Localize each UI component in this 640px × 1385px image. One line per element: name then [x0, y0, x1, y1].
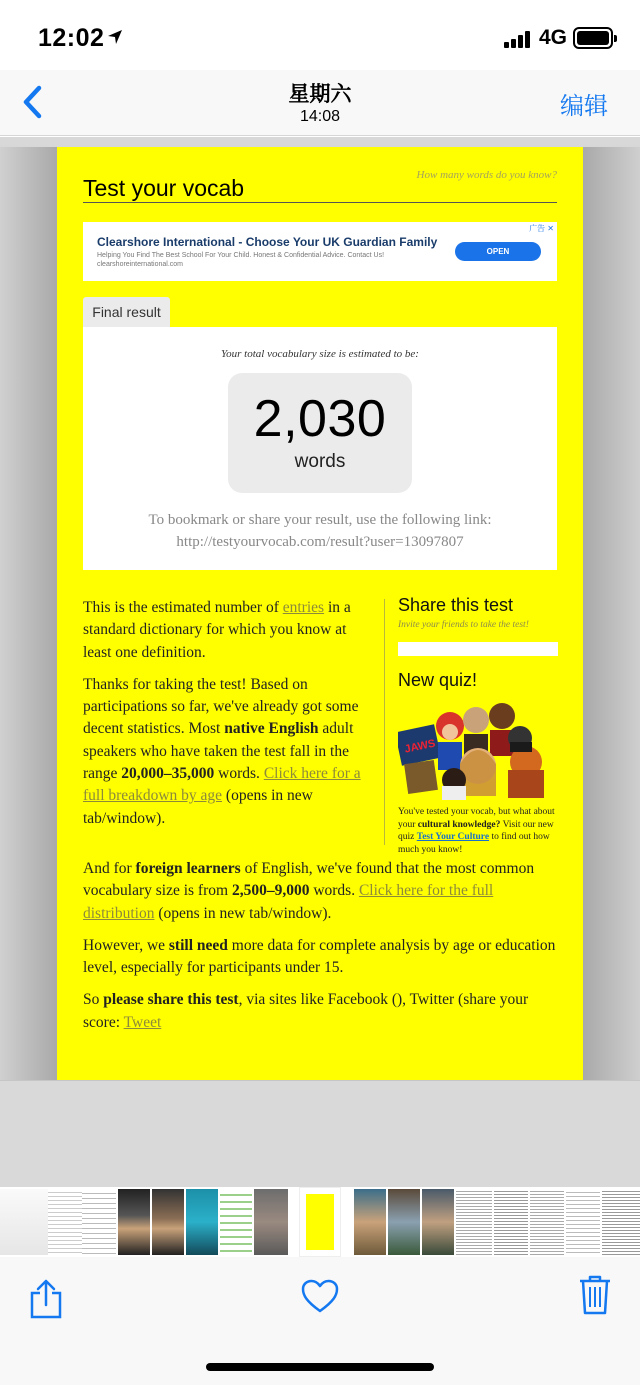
share-subtext: Invite your friends to take the test! — [398, 620, 529, 630]
share-heading: Share this test — [398, 595, 514, 615]
paragraph-share: So please share this test, via sites like Facebook (), Twitter (share your score: Tweet — [83, 991, 529, 1031]
thumbnail[interactable] — [354, 1189, 386, 1255]
thumbnail[interactable] — [566, 1189, 600, 1255]
thumbnail[interactable] — [530, 1189, 564, 1255]
photo-viewer[interactable] — [0, 137, 640, 1187]
bookmark-url[interactable]: http://testyourvocab.com/result?user=13097807 — [176, 534, 464, 550]
screenshot-left-edge — [0, 147, 57, 1080]
age-breakdown-link[interactable]: Click here for a full breakdown by age — [83, 765, 361, 805]
thumbnail[interactable] — [254, 1189, 288, 1255]
page-tagline: How many words do you know? — [416, 169, 557, 181]
trash-icon[interactable] — [577, 1273, 613, 1317]
thumbnail-strip[interactable] — [0, 1187, 640, 1257]
sidebar — [398, 595, 558, 856]
thumbnail[interactable] — [602, 1189, 640, 1255]
status-bar — [0, 0, 640, 70]
paragraph-entries: This is the estimated number of entries in a standard dictionary for which you know at least one definition. — [83, 599, 351, 661]
column-divider — [384, 599, 385, 845]
share-icon[interactable] — [28, 1277, 64, 1321]
thumbnail[interactable] — [48, 1189, 82, 1255]
thumbnail[interactable] — [118, 1189, 150, 1255]
location-arrow-icon — [106, 28, 124, 46]
distribution-link[interactable]: Click here for the full distribution — [83, 882, 494, 922]
thumbnail[interactable] — [82, 1189, 116, 1255]
quiz-collage-icon — [398, 700, 548, 800]
battery-icon — [573, 27, 613, 49]
ad-domain: clearshoreinternational.com — [97, 261, 183, 268]
thumbnail[interactable] — [422, 1189, 454, 1255]
nav-bar — [0, 70, 640, 136]
status-time: 12:02 — [38, 24, 105, 52]
info-full-width — [83, 858, 559, 1044]
estimate-text: Your total vocabulary size is estimated to be: — [221, 348, 419, 360]
score-unit: words — [294, 451, 346, 472]
nav-title: 星期六 — [288, 83, 352, 106]
screenshot-right-edge — [583, 147, 640, 1080]
bottom-toolbar — [0, 1257, 640, 1385]
page-title: Test your vocab — [83, 175, 245, 201]
tab-final-result[interactable]: Final result — [83, 297, 170, 327]
title-divider — [83, 202, 557, 203]
paragraph-foreign: And for foreign learners of English, we've found that the most common vocabulary size is from 2,500–9,000 words. Click here for the full distribution (opens in new tab/window). — [83, 860, 535, 922]
quiz-description: You've tested your vocab, but what about your cultural knowledge? Visit our new quiz Test Your Culture to find out how much you know! — [398, 807, 555, 855]
bookmark-text — [83, 509, 557, 553]
score-value: 2,030 — [253, 390, 387, 448]
ad-description: Helping You Find The Best School For Your Child. Honest & Confidential Advice. Contact Us! — [97, 252, 385, 259]
score-card — [228, 373, 412, 493]
thumbnail[interactable] — [220, 1189, 252, 1255]
result-panel — [83, 327, 557, 570]
thumbnail-current[interactable] — [299, 1187, 341, 1257]
ad-banner[interactable] — [83, 222, 557, 281]
info-column — [83, 597, 373, 840]
paragraph-native: Thanks for taking the test! Based on participations so far, we've already got some decent statistics. Most native English adult speakers who have taken the test fall in the range 20,000–35,000 words. Click here for a full breakdown by age (opens in new tab/window). — [83, 675, 361, 827]
viewer-background — [0, 1081, 640, 1187]
home-indicator[interactable] — [206, 1363, 434, 1371]
test-your-culture-link[interactable]: Test Your Culture — [416, 832, 490, 842]
thumbnail[interactable] — [186, 1189, 218, 1255]
thumbnail[interactable] — [152, 1189, 184, 1255]
ad-open-button[interactable]: OPEN — [455, 242, 541, 261]
jaws-text: JAWS — [403, 737, 437, 756]
paragraph-still-need: However, we still need more data for complete analysis by age or education level, especially for participants under 15. — [83, 936, 556, 977]
ad-badge[interactable]: 广告 ✕ — [529, 224, 554, 233]
share-widget[interactable] — [398, 642, 558, 656]
thumbnail[interactable] — [494, 1189, 528, 1255]
thumbnail[interactable] — [388, 1189, 420, 1255]
bookmark-instructions: To bookmark or share your result, use the following link: — [148, 512, 492, 528]
webpage-screenshot — [57, 147, 583, 1080]
thumbnail[interactable] — [0, 1189, 48, 1255]
thumbnail[interactable] — [456, 1189, 492, 1255]
heart-icon[interactable] — [301, 1279, 339, 1315]
quiz-collage-image[interactable] — [398, 700, 548, 800]
ad-title: Clearshore International - Choose Your UK Guardian Family — [97, 235, 438, 249]
network-type: 4G — [539, 26, 568, 49]
tweet-link[interactable]: Tweet — [123, 1013, 162, 1031]
entries-link[interactable]: entries — [282, 599, 325, 616]
nav-subtitle: 14:08 — [299, 108, 341, 125]
edit-button[interactable]: 编辑 — [560, 93, 608, 120]
new-quiz-heading: New quiz! — [398, 670, 478, 690]
cellular-signal-icon — [504, 30, 532, 48]
